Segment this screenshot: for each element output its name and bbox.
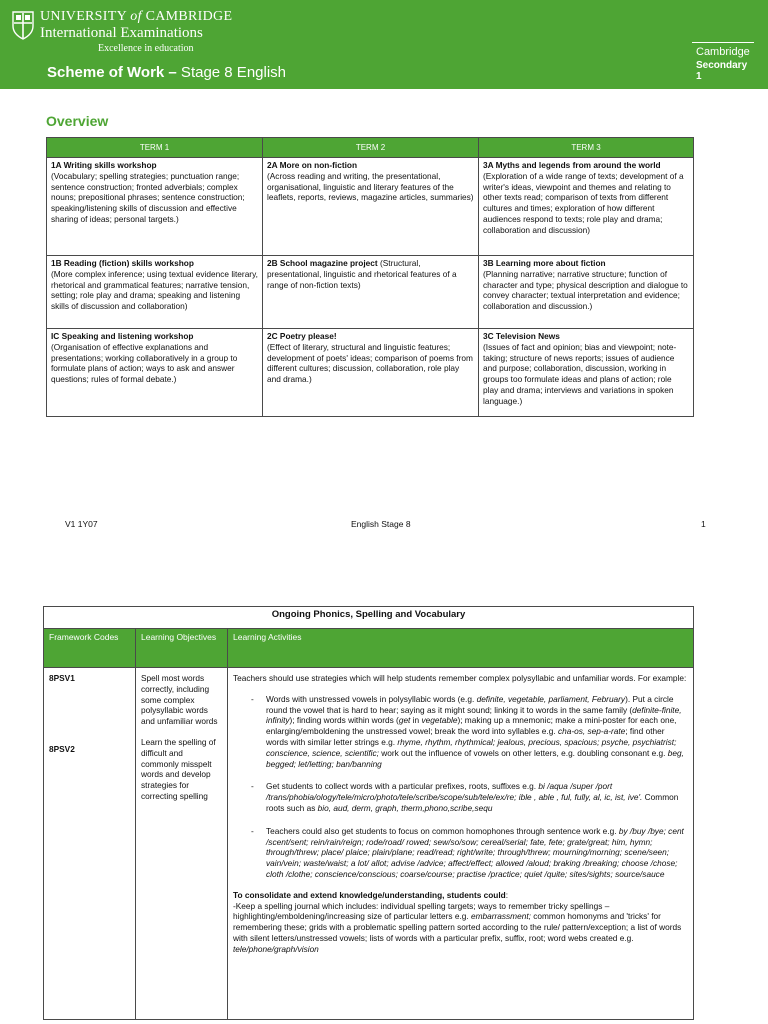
cambridge-secondary-badge bbox=[692, 42, 754, 82]
unit-title: 1B Reading (fiction) skills workshop bbox=[51, 258, 194, 268]
table-row bbox=[44, 668, 694, 1020]
column-header: TERM 3 bbox=[479, 138, 694, 158]
bullet-dash: - bbox=[251, 693, 254, 704]
table-row bbox=[47, 158, 694, 256]
list-item: - Words with unstressed vowels in polysyllabic words (e.g. definite, vegetable, parliament, February). Put a circle round the vowel that is hard to hear; saying as it might sound; linking it to words in the same family (definite-finite, infinity); finding words within words (get in vegetable); making up a mnemonic; make a mini-poster for each one, enlarging/emboldening the unstressed vowel; break the word into syllables e.g. cha-os, sep-a-rate; find other words with similar letter strings e.g. rhyme, rhythm, rhythmical; jealous, precious, spacious; psyche, psychiatrist; conscience, science, scientific; work out the influence of vowels on other letters, e.g. doubling consonant e.g. beg, begged; let/letting; ban/banning bbox=[251, 693, 684, 769]
unit-description: (Exploration of a wide range of texts; development of a writer's ideas, viewpoint and themes and relating to other texts read; comparison of texts from different cultures and times; exploration of how different audiences respond to texts; role play and drama; collaboration and discussion) bbox=[483, 170, 684, 235]
university-name: UNIVERSITY of CAMBRIDGE bbox=[40, 9, 233, 24]
footer-page-number: 1 bbox=[701, 519, 706, 529]
column-header: Learning Objectives bbox=[136, 629, 228, 668]
unit-description: (Vocabulary; spelling strategies; punctuation range; sentence construction; fronted adverbials; complex nouns; prepositional phrases; sentence construction; speaking/listening skills of discussion and effective sharing of ideas; personal targets.) bbox=[51, 170, 245, 224]
university-crest-icon bbox=[12, 11, 34, 40]
unit-description: (Issues of fact and opinion; bias and viewpoint; note-taking; structure of news reports; issues of audience and purpose; collaboration, discussion, working in groups too formulate ideas and plans of action; role play and drama; interviews and variations in spoken language.) bbox=[483, 341, 677, 406]
table-row bbox=[47, 329, 694, 417]
consolidate-text: -Keep a spelling journal which includes: individual spelling targets; ways to remember tricky spellings – highlighting/emboldening/increasing size of particular letters e.g. embarrassment; common homonyms and 'tricks' for remembering these; grids with a problematic spelling pattern sorted according to the rule/ pattern/exception; a list of words with silent letters/unstressed vowels; lists of words with a particular prefix, suffix, root; word webs created e.g. tele/phone/graph/vision bbox=[233, 900, 682, 954]
footer-title: English Stage 8 bbox=[351, 519, 411, 529]
column-header: Learning Activities bbox=[228, 629, 694, 668]
unit-title: 2C Poetry please! bbox=[267, 331, 337, 341]
framework-codes-cell bbox=[44, 668, 136, 1020]
unit-title: IC Speaking and listening workshop bbox=[51, 331, 194, 341]
overview-table bbox=[46, 137, 694, 417]
unit-description: (Planning narrative; narrative structure; function of character and type; physical description and dialogue to convey character; textual interpretation and evidence; collaboration and discussion.) bbox=[483, 268, 688, 312]
unit-title: 2A More on non-fiction bbox=[267, 160, 358, 170]
table-cell bbox=[47, 329, 263, 417]
badge-cambridge: Cambridge bbox=[696, 46, 750, 58]
column-header: Framework Codes bbox=[44, 629, 136, 668]
table-cell bbox=[479, 256, 694, 329]
badge-secondary: Secondary 1 bbox=[696, 60, 748, 82]
unit-title: 3B Learning more about fiction bbox=[483, 258, 606, 268]
bullet-dash: - bbox=[251, 781, 254, 792]
list-item: - Teachers could also get students to focus on common homophones through sentence work e.g. by /buy /bye; cent /scent/sent; rein/rain/reign; rode/road/ rowed; sew/so/sow; cereal/serial; fate, fete; grate/great; him, hymn; through/threw; place/ plaice; plain/plane; read/read; right/write; through/threw; mourning/morning; scene/seen; vain/vein; waste/waist; a lot/ allot; advise /advice; affect/effect; allowed /aloud; braking /breaking; choose /chose; cloth /clothe; conscience/conscious; coarse/course; practise /practice; quiet /quite; sites/sights; source/sauce bbox=[251, 825, 684, 879]
table-cell bbox=[479, 158, 694, 256]
unit-description: (Structural, presentational, linguistic and rhetorical features of a range of non-fiction texts) bbox=[267, 258, 457, 290]
activities-intro: Teachers should use strategies which will help students remember complex polysyllabic and unfamiliar words. For example: bbox=[233, 673, 687, 683]
international-examinations: International Examinations bbox=[40, 25, 203, 41]
table-cell bbox=[263, 158, 479, 256]
list-item: - Get students to collect words with a particular prefixes, roots, suffixes e.g. bi /aqua /super /port /trans/phobia/ology/tele/micro/photo/tele/scribe/scope/sub/tele/ex/re; ible , able , ful, fully, al, ic, ist, ive'. Common roots such as bio, aud, derm, graph, therm,phono,scribe,sequ bbox=[251, 781, 679, 813]
bullet-dash: - bbox=[251, 825, 254, 836]
table-cell bbox=[263, 329, 479, 417]
tagline: Excellence in education bbox=[98, 43, 194, 54]
learning-activities-cell bbox=[228, 668, 694, 1020]
learning-objective: Spell most words correctly, including some complex polysyllabic words and unfamiliar words bbox=[141, 673, 218, 727]
table-cell bbox=[263, 256, 479, 329]
unit-title: 3C Television News bbox=[483, 331, 560, 341]
unit-description: (Across reading and writing, the presentational, organisational, linguistic and literary features of the leaflets, reports, reviews, magazine articles, summaries) bbox=[267, 170, 474, 203]
footer-version: V1 1Y07 bbox=[65, 519, 98, 529]
phonics-title-row bbox=[44, 607, 694, 629]
table-cell bbox=[479, 329, 694, 417]
phonics-table bbox=[43, 606, 694, 1020]
framework-code: 8PSV2 bbox=[49, 743, 75, 754]
unit-title: 2B School magazine project bbox=[267, 258, 378, 268]
unit-description: (Effect of literary, structural and linguistic features; development of poets' ideas; comparison of poems from different cultures; discussion, collaboration, role play and drama.) bbox=[267, 341, 473, 385]
consolidate-block: To consolidate and extend knowledge/understanding, students could: -Keep a spelling journal which includes: individual spelling targets; ways to remember tricky spellings – highlighting/emboldening/increasing size of particular letters e.g. embarrassment; common homonyms and 'tricks' for remembering these; grids with a problematic spelling pattern sorted according to the rule/ pattern/exception; a list of words with silent letters/unstressed vowels; lists of words with a particular prefix, suffix, root; word webs created e.g. tele/phone/graph/vision bbox=[233, 890, 688, 955]
page-title: Scheme of Work – Stage 8 English bbox=[47, 64, 287, 81]
framework-code: 8PSV1 bbox=[49, 673, 75, 683]
column-header: TERM 1 bbox=[47, 138, 263, 158]
phonics-title: Ongoing Phonics, Spelling and Vocabulary bbox=[44, 607, 694, 629]
table-cell bbox=[47, 158, 263, 256]
unit-description: (Organisation of effective explanations and presentations; working collaboratively in a group to formulate plans of action; ways to ask and answer questions; rules of formal debate.) bbox=[51, 341, 238, 385]
learning-objectives-cell bbox=[136, 668, 228, 1020]
overview-header-row bbox=[47, 138, 694, 158]
table-cell bbox=[47, 256, 263, 329]
table-row bbox=[47, 256, 694, 329]
overview-heading: Overview bbox=[46, 113, 109, 129]
unit-title: 3A Myths and legends from around the world bbox=[483, 160, 661, 170]
unit-title: 1A Writing skills workshop bbox=[51, 160, 157, 170]
phonics-header-row bbox=[44, 629, 694, 668]
unit-description: (More complex inference; using textual evidence literary, rhetorical and grammatical features; narrative tension, setting; role play and drama; speaking and listening skills of discussion and collaboration) bbox=[51, 268, 258, 312]
learning-objective: Learn the spelling of difficult and commonly misspelt words and develop strategies for correcting spelling bbox=[141, 736, 216, 801]
consolidate-heading: To consolidate and extend knowledge/understanding, students could bbox=[233, 889, 506, 900]
column-header: TERM 2 bbox=[263, 138, 479, 158]
header-banner bbox=[0, 0, 768, 89]
